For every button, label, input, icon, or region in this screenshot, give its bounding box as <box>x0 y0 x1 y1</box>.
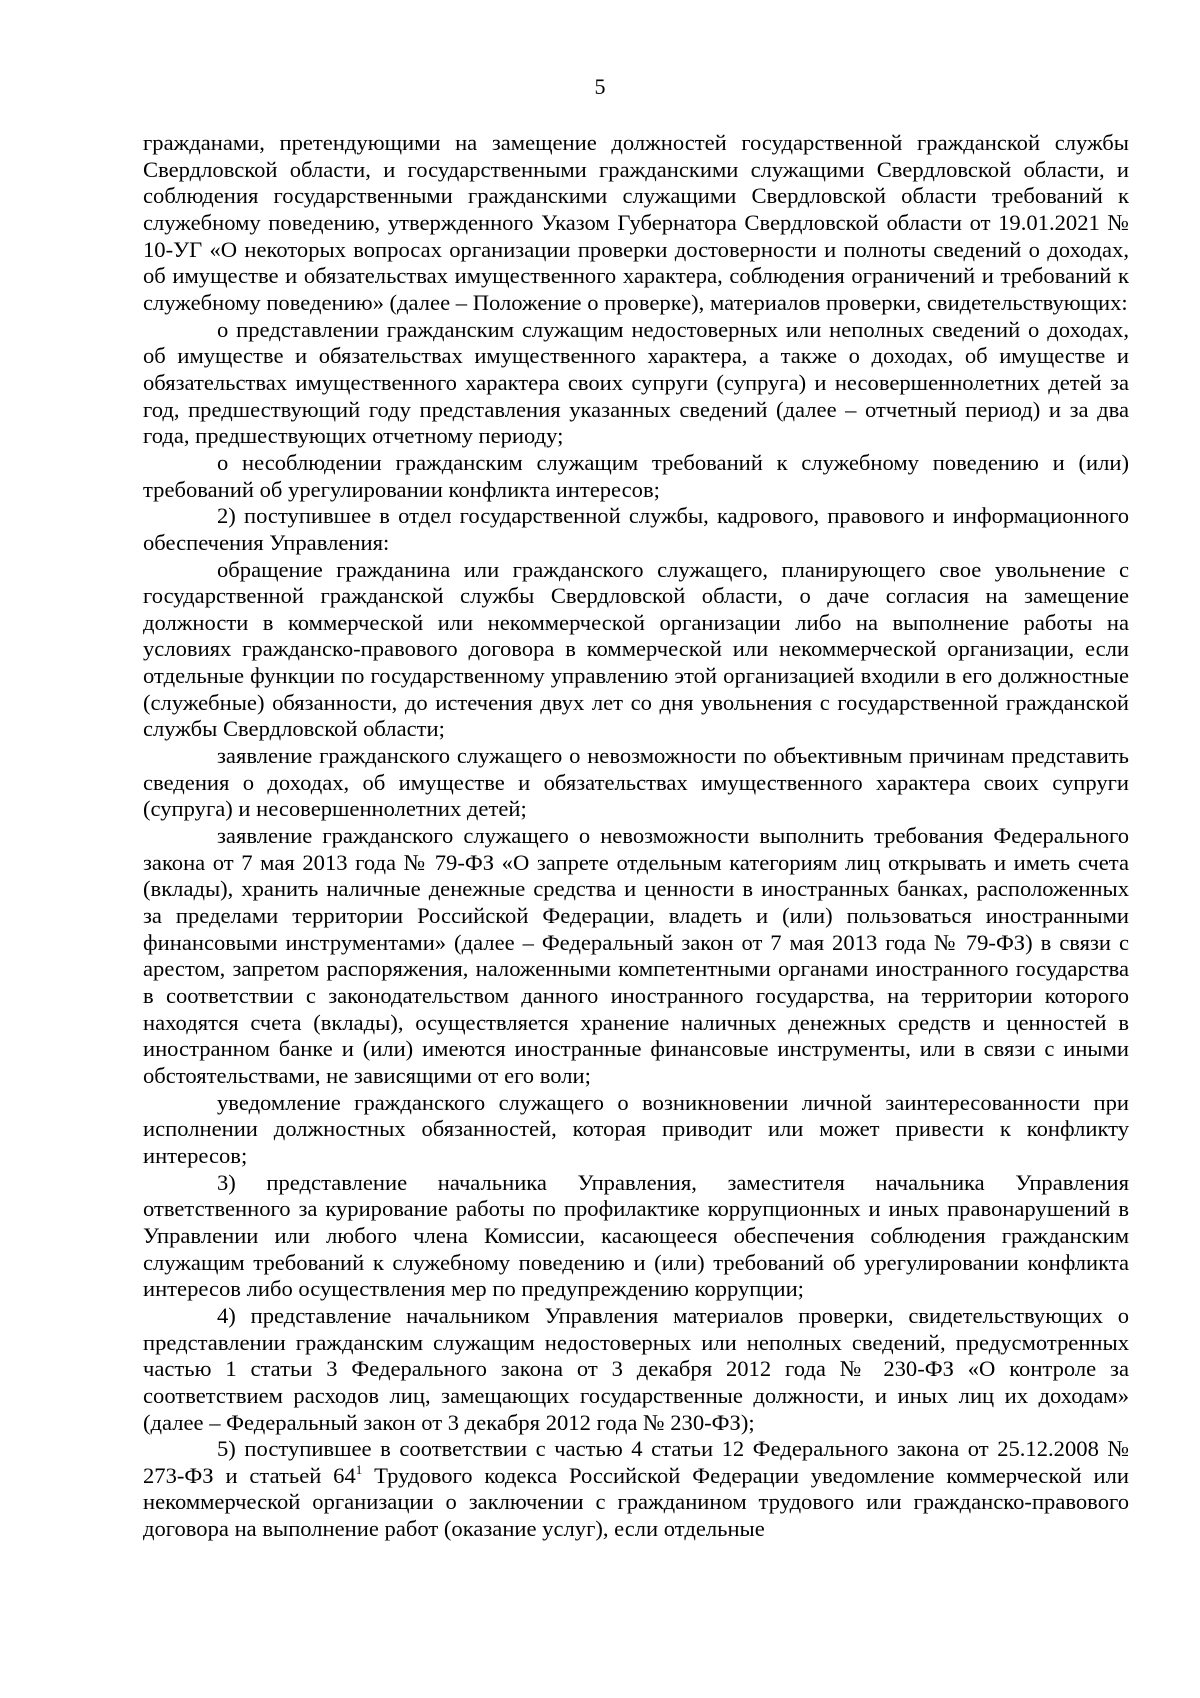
paragraph-spouse-income-statement: заявление гражданского служащего о невозможности по объективным причинам представить сведения о доходах, об имуществе и обязательствах имущественного характера своих супруги (супруга) и несовершеннолетних детей; <box>143 743 1129 822</box>
paragraph-item-3: 3) представление начальника Управления, заместителя начальника Управления ответственного за курирование работы по профилактике коррупционных и иных правонарушений в Управлении или любого члена Комиссии, касающееся обеспечения соблюдения гражданским служащим требований к служебному поведению и (или) требований об урегулировании конфликта интересов либо осуществления мер по предупреждению коррупции; <box>143 1169 1129 1302</box>
paragraph-item-2: 2) поступившее в отдел государственной службы, кадрового, правового и информационного обеспечения Управления: <box>143 503 1129 555</box>
paragraph-conflict-notification: уведомление гражданского служащего о возникновении личной заинтересованности при исполнении должностных обязанностей, которая приводит или может привести к конфликту интересов; <box>143 1089 1129 1168</box>
paragraph-noncompliance: о несоблюдении гражданским служащим требований к служебному поведению и (или) требований об урегулировании конфликта интересов; <box>143 449 1129 502</box>
paragraph-citizen-appeal: обращение гражданина или гражданского служащего, планирующего свое увольнение с государственной гражданской службы Свердловской области, о даче согласия на замещение должности в коммерческой или некоммерческой организации либо на выполнение работы на условиях гражданско-правового договора в коммерческой или некоммерческой организации, если отдельные функции по государственному управлению этой организацией входили в его должностные (служебные) обязанности, до истечения двух лет со дня увольнения с государственной гражданской службы Свердловской области; <box>143 556 1129 742</box>
paragraph-continuation: гражданами, претендующими на замещение должностей государственной гражданской службы Свердловской области, и государственными гражданскими служащими Свердловской области, и соблюдения государственными гражданскими служащими Свердловской области требований к служебному поведению, утвержденного Указом Губернатора Свердловской области от 19.01.2021 № 10-УГ «О некоторых вопросах организации проверки достоверности и полноты сведений о доходах, об имуществе и обязательствах имущественного характера, соблюдения ограничений и требований к служебному поведению» (далее – Положение о проверке), материалов проверки, свидетельствующих: <box>143 130 1129 315</box>
paragraph-item-5 <box>143 1436 1129 1543</box>
item-5-text-start: 5) поступившее в соответствии с частью 4 статьи 12 Федерального закона от 25.12.2008 № 273-ФЗ и статьей 64 <box>143 1436 1129 1488</box>
paragraph-false-info: о представлении гражданским служащим недостоверных или неполных сведений о доходах, об имуществе и обязательствах имущественного характера, а также о доходах, об имуществе и обязательствах имущественного характера своих супруги (супруга) и несовершеннолетних детей за год, предшествующий году представления указанных сведений (далее – отчетный период) и за два года, предшествующих отчетному периоду; <box>143 316 1129 449</box>
document-body <box>143 130 1129 1543</box>
paragraph-foreign-accounts-statement: заявление гражданского служащего о невозможности выполнить требования Федерального закона от 7 мая 2013 года № 79-ФЗ «О запрете отдельным категориям лиц открывать и иметь счета (вклады), хранить наличные денежные средства и ценности в иностранных банках, расположенных за пределами территории Российской Федерации, владеть и (или) пользоваться иностранными финансовыми инструментами» (далее – Федеральный закон от 7 мая 2013 года № 79-ФЗ) в связи с арестом, запретом распоряжения, наложенными компетентными органами иностранного государства в соответствии с законодательством данного иностранного государства, на территории которого находятся счета (вклады), осуществляется хранение наличных денежных средств и ценностей в иностранном банке и (или) имеются иностранные финансовые инструменты, или в связи с иными обстоятельствами, не зависящими от его воли; <box>143 823 1129 1088</box>
superscript-1: 1 <box>355 1461 363 1477</box>
item-5-text-end: Трудового кодекса Российской Федерации уведомление коммерческой или некоммерческой организации о заключении с гражданином трудового или гражданско-правового договора на выполнение работ (оказание услуг), если отдельные <box>143 1462 1129 1542</box>
paragraph-item-4: 4) представление начальником Управления материалов проверки, свидетельствующих о представлении гражданским служащим недостоверных или неполных сведений, предусмотренных частью 1 статьи 3 Федерального закона от 3 декабря 2012 года № 230-ФЗ «О контроле за соответствием расходов лиц, замещающих государственные должности, и иных лиц их доходам» (далее – Федеральный закон от 3 декабря 2012 года № 230-ФЗ); <box>143 1302 1129 1435</box>
page-number: 5 <box>594 74 606 99</box>
